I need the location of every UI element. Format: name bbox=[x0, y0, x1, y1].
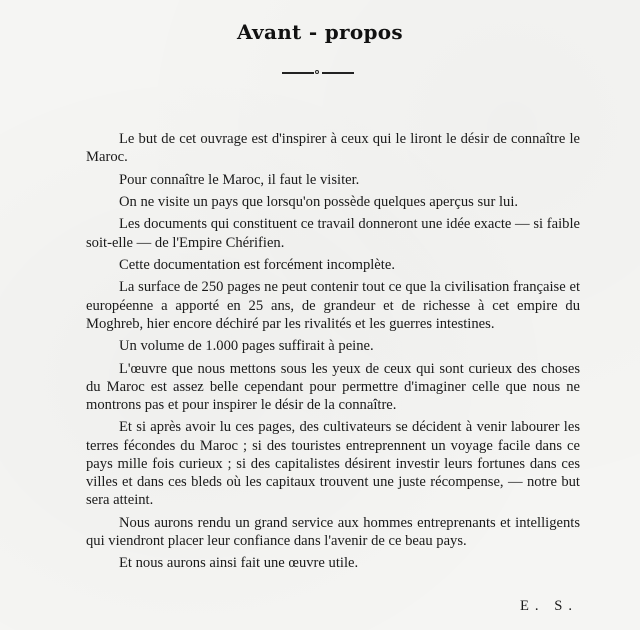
divider-ornament bbox=[282, 70, 354, 76]
paragraph: Et si après avoir lu ces pages, des cultivateurs se décident à venir labourer les terres fécondes du Maroc ; si des touristes entreprennent un voyage facile dans ce pays mille fois curieux ; si des capitalistes désirent investir leurs fortunes dans ces villes et dans ces bleds où les capitaux trouvent une juste récompense, — notre but sera atteint. bbox=[86, 419, 580, 509]
paragraph: Pour connaître le Maroc, il faut le visiter. bbox=[119, 171, 360, 188]
paragraph: L'œuvre que nous mettons sous les yeux de ceux qui sont curieux des choses du Maroc est assez belle cependant pour permettre d'imaginer celle que nous ne montrons pas et pour inspirer le désir de la connaître. bbox=[86, 360, 580, 413]
foreword-body bbox=[86, 130, 580, 577]
ornament-circle-icon bbox=[315, 70, 319, 74]
page-title: Avant - propos bbox=[237, 20, 403, 44]
ornament-left-rule bbox=[282, 72, 314, 74]
paragraph: On ne visite un pays que lorsqu'on possède quelques aperçus sur lui. bbox=[119, 193, 519, 210]
paragraph: La surface de 250 pages ne peut contenir tout ce que la civilisation française et européenne a apporté en 25 ans, de grandeur et de richesse à cet empire du Moghreb, hier encore déchiré par les rivalités et les guerres intestines. bbox=[86, 279, 580, 332]
paragraph: Nous aurons rendu un grand service aux hommes entreprenants et intelligents qui viendront placer leur confiance dans l'avenir de ce beau pays. bbox=[86, 514, 580, 549]
paragraph: Le but de cet ouvrage est d'inspirer à ceux qui le liront le désir de connaître le Maroc. bbox=[86, 131, 580, 166]
author-signature: E. S. bbox=[520, 598, 578, 614]
paragraph: Cette documentation est forcément incomplète. bbox=[119, 256, 395, 273]
paragraph: Un volume de 1.000 pages suffirait à peine. bbox=[119, 338, 374, 355]
paragraph: Et nous aurons ainsi fait une œuvre utile. bbox=[119, 555, 359, 572]
ornament-right-rule bbox=[322, 72, 354, 74]
paragraph: Les documents qui constituent ce travail donneront une idée exacte — si faible soit-elle — de l'Empire Chérifien. bbox=[86, 216, 580, 251]
